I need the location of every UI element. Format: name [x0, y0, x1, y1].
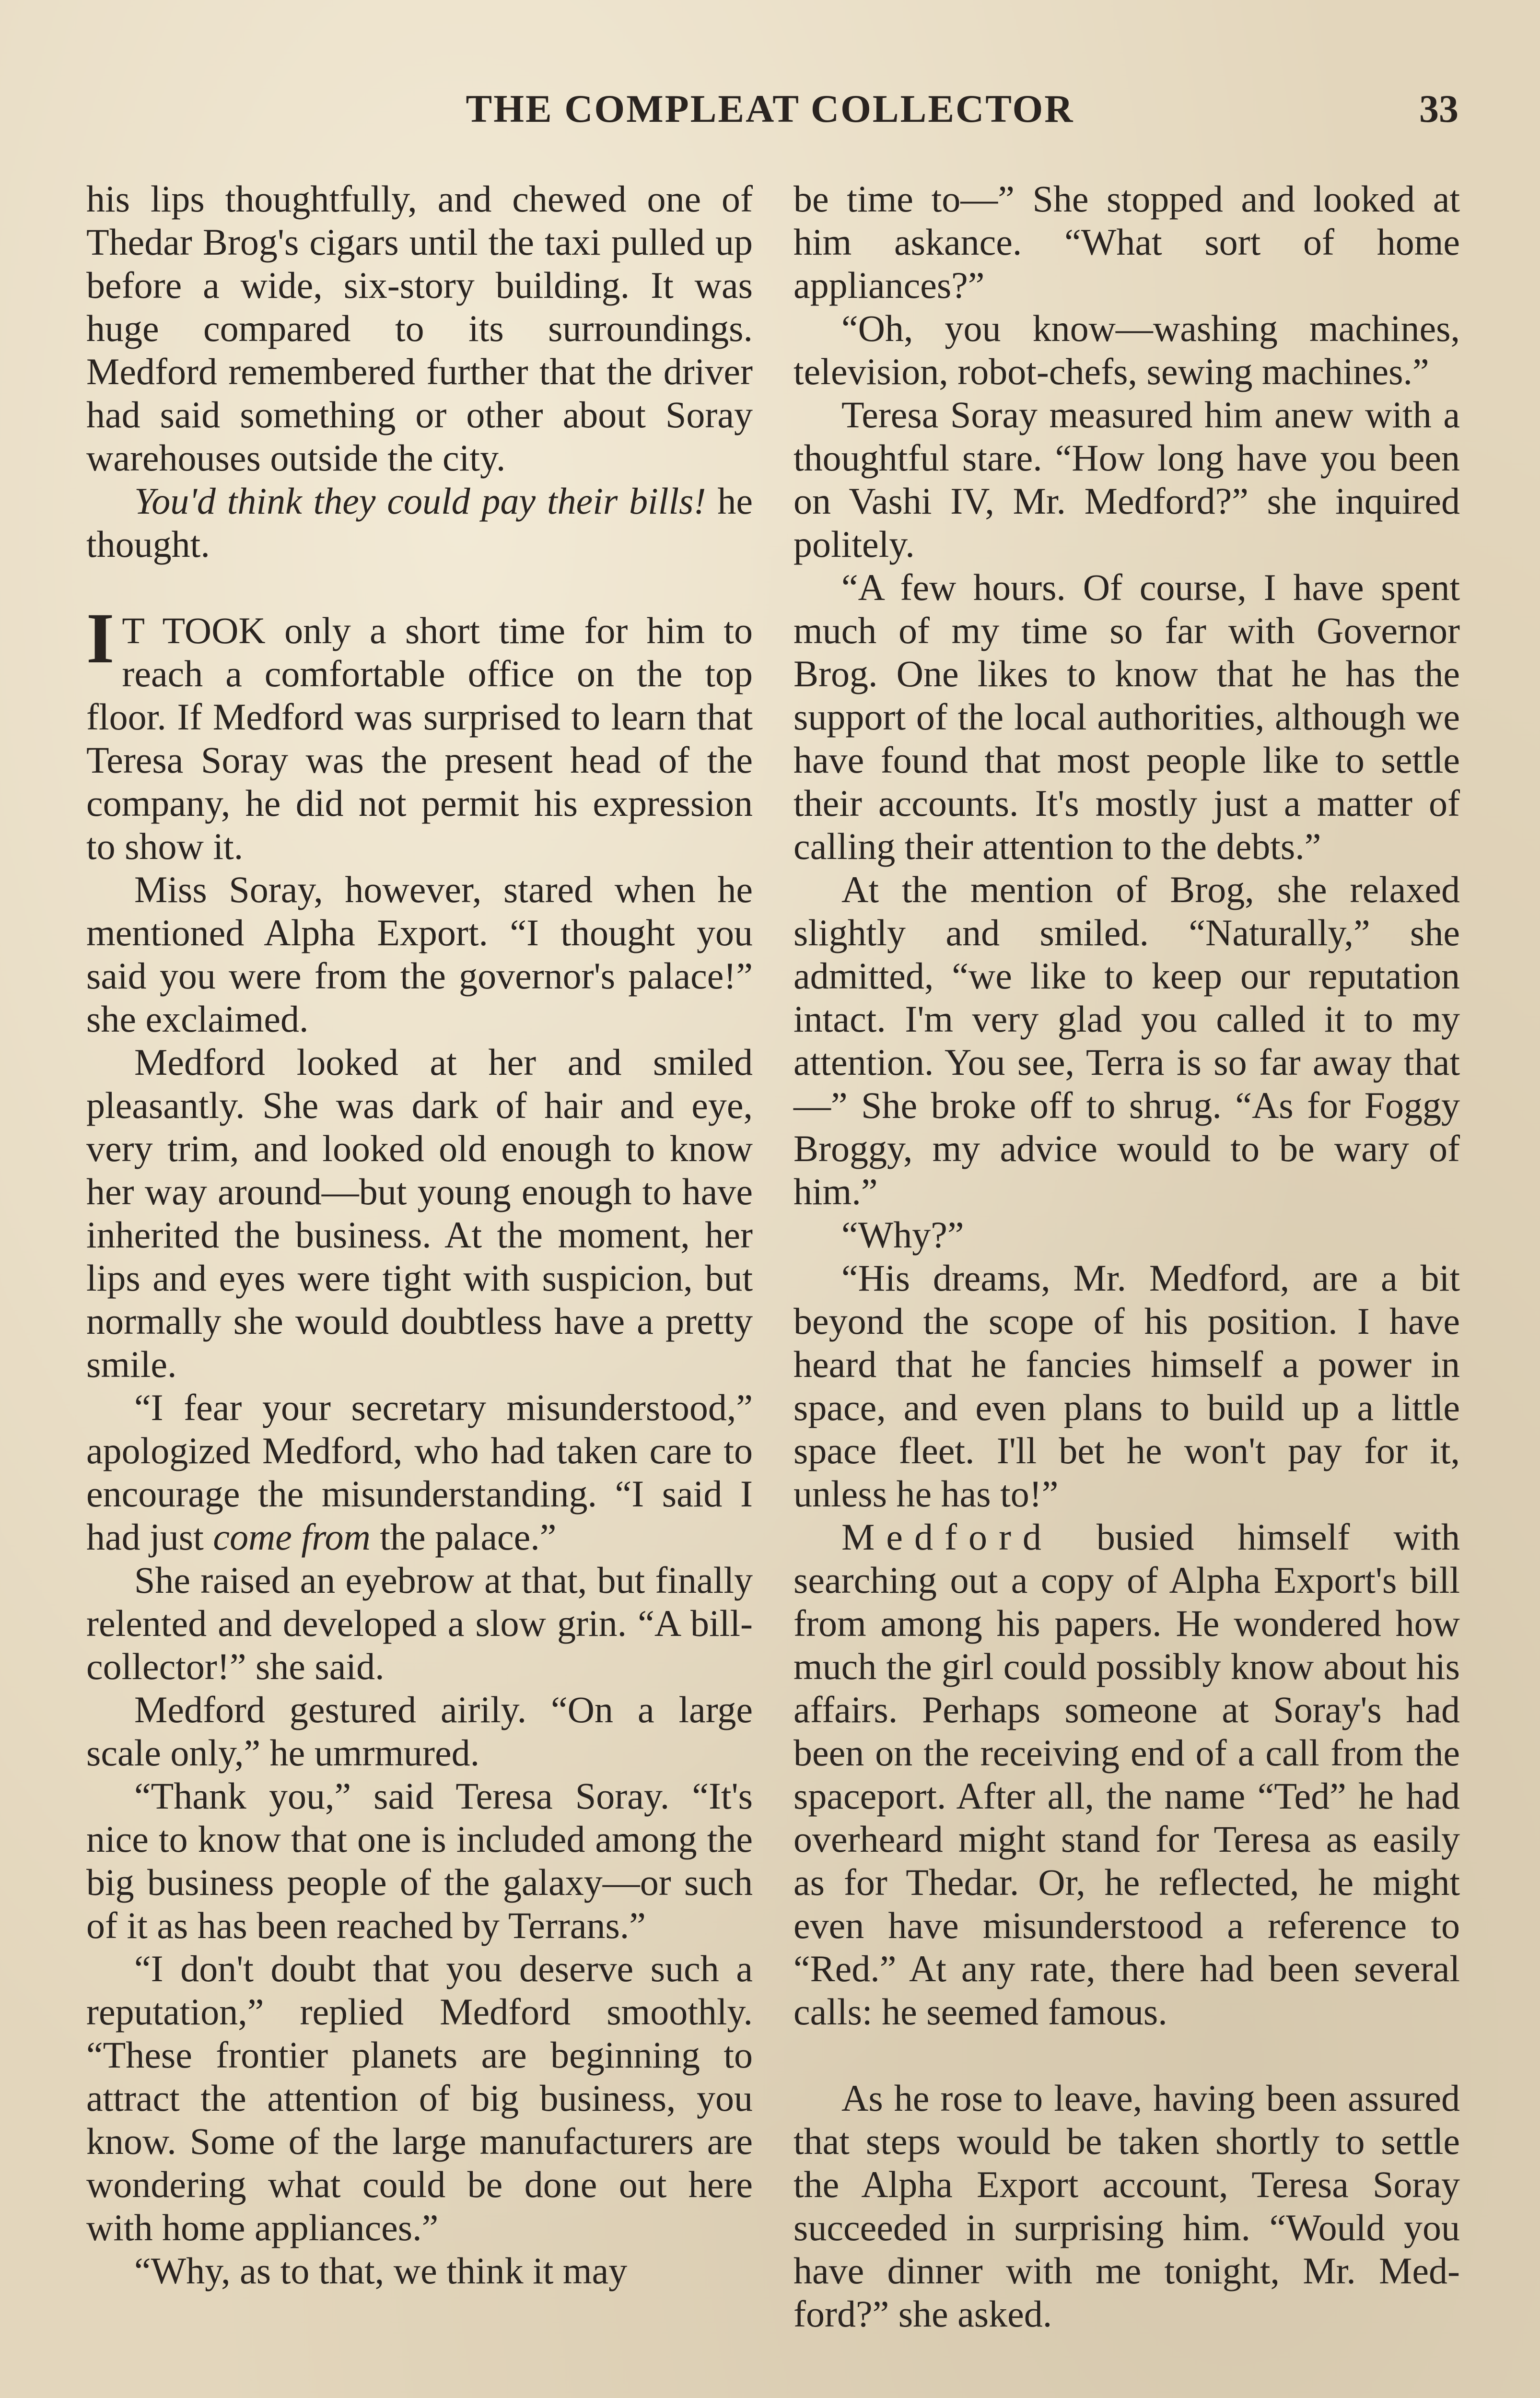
paragraph: Medford gestured airily. “On a large scale only,” he umrmured.: [86, 1689, 753, 1774]
paragraph: Miss Soray, however, stared when he mentioned Alpha Export. “I thought you said you were from the governor's palace!” she exclaimed.: [86, 869, 753, 1040]
paragraph-text: he thought.: [86, 480, 753, 565]
paragraph: “His dreams, Mr. Medford, are a bit beyond the scope of his position. I have heard that he fancies himself a power in space, and even plans to build up a little space fleet. I'll bet he won't pay for it, unless he has to!”: [793, 1257, 1460, 1515]
paragraph: “A few hours. Of course, I have spent much of my time so far with Governor Brog. One likes to know that he has the support of the local authorities, although we have found that most people like to settle their accounts. It's mostly just a matter of calling their attention to the debts.”: [793, 566, 1460, 867]
italic-phrase: come from: [213, 1516, 371, 1558]
paragraph: She raised an eyebrow at that, but finally relented and developed a slow grin. “A bill-collector!” she said.: [86, 1559, 753, 1687]
paragraph-text: T TOOK only a short time for him to reach a comfortable office on the top floor. If Medford was surprised to learn that Teresa Soray was the present head of the company, he did not permit his expression to show it.: [86, 610, 753, 867]
paragraph: Medford looked at her and smiled pleasantly. She was dark of hair and eye, very trim, and looked old enough to know her way around—but young enough to have inherited the business. At the moment, her lips and eyes were tight with suspicion, but normally she would doubtless have a pretty smile.: [86, 1041, 753, 1385]
paragraph: As he rose to leave, having been assured that steps would be taken shortly to settle the Alpha Export account, Teresa Soray succeeded in surprising him. “Would you have dinner with me tonight, Mr. Medford?” she asked.: [793, 2077, 1460, 2335]
paragraph-text: the palace.”: [370, 1516, 557, 1558]
italic-thought: You'd think they could pay their bills!: [134, 480, 706, 522]
page-header: [82, 86, 1458, 139]
running-title: THE COMPLEAT COLLECTOR: [466, 87, 1074, 130]
paragraph-text: busied himself with searching out a copy of Alpha Export's bill from among his papers. He wondered how much the girl could possibly know about his affairs. Perhaps someone at Soray's had been on the receiving end of a call from the spaceport. After all, the name “Ted” he had overheard might stand for Teresa as easily as for Thedar. Or, he reflected, he might even have misunderstood a reference to “Red.” At any rate, there had been several calls: he seemed famous.: [793, 1516, 1460, 2033]
paragraph: [793, 1516, 1460, 2034]
right-column: [793, 177, 1460, 2336]
paragraph: his lips thoughtfully, and chewed one of Thedar Brog's cigars until the taxi pulled up before a wide, six-story building. It was huge compared to its surroundings. Medford remembered further that the driver had said something or other about Soray warehouses outside the city.: [86, 178, 753, 479]
drop-cap: I: [86, 599, 115, 678]
paragraph: “Why, as to that, we think it may: [134, 2250, 628, 2292]
paragraph: be time to—” She stopped and looked at him askance. “What sort of home appliances?”: [793, 178, 1460, 306]
paragraph: At the mention of Brog, she relaxed slightly and smiled. “Naturally,” she admitted, “we like to keep our reputation intact. I'm very glad you called it to my attention. You see, Terra is so far away that—” She broke off to shrug. “As for Foggy Broggy, my advice would to be wary of him.”: [793, 869, 1460, 1212]
paragraph-text: “I fear your secretary misunderstood,” apologized Medford, who had taken care to encourage the misunderstanding. “I said I had just: [86, 1387, 753, 1558]
paragraph: Teresa Soray measured him anew with a thoughtful stare. “How long have you been on Vashi IV, Mr. Medford?” she inquired politely.: [793, 394, 1460, 565]
paragraph: “Why?”: [841, 1214, 964, 1256]
paragraph: “Oh, you know—washing machines, television, robot-chefs, sewing machines.”: [793, 307, 1460, 392]
paragraph: “Thank you,” said Teresa Soray. “It's nice to know that one is included among the big business people of the galaxy—or such of it as has been reached by Terrans.”: [86, 1775, 753, 1946]
page-number: 33: [1419, 87, 1458, 130]
paragraph: [86, 480, 753, 566]
left-column: [86, 177, 753, 2292]
spaced-name: Medford: [841, 1516, 1053, 1558]
paragraph: [86, 1386, 753, 1559]
paragraph: “I don't doubt that you deserve such a reputation,” replied Medford smoothly. “These frontier planets are beginning to attract the attention of big business, you know. Some of the large manufacturers are wondering what could be done out here with home appliances.”: [86, 1948, 753, 2248]
section-start-paragraph: [86, 599, 753, 868]
